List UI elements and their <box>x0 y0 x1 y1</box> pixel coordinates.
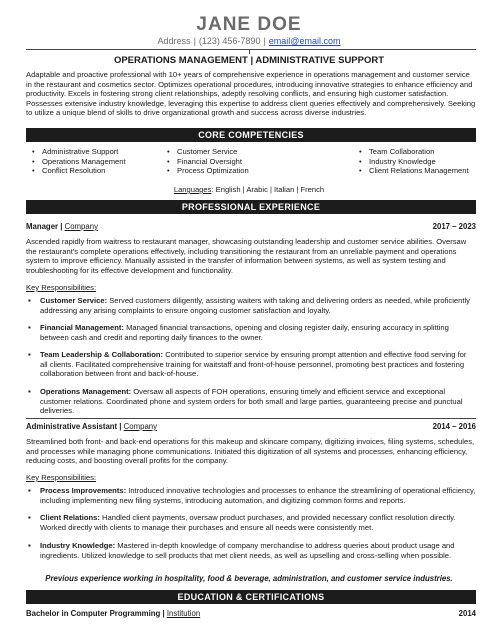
header-rule-tick <box>249 49 250 54</box>
job-1-key-label: Key Responsibilities: <box>26 283 97 292</box>
competency-item: • Conflict Resolution <box>30 166 180 176</box>
bullet-lead: Customer Service: <box>40 296 108 305</box>
bullet-text: Served customers diligently, assisting waiters with taking and delivering orders as needed, while proficiently addressing any arising complaints to ensure ongoing customer satisfaction and loyalty. <box>40 296 470 315</box>
languages-list: : English | Arabic | Italian | French <box>211 185 325 194</box>
header-rule <box>26 49 476 50</box>
bullet-text: Mastered in-depth knowledge of company merchandise to address queries about product usage and ingredients. Utilized knowledge to sell products that met client needs, as well as upselling and cross-selling when possible. <box>40 541 455 560</box>
education-heading: EDUCATION & CERTIFICATIONS <box>26 590 476 604</box>
previous-experience-note: Previous experience working in hospitality, food & beverage, administration, and customer service industries. <box>45 574 453 583</box>
institution-name: Institution <box>166 609 201 618</box>
job-2-bullet <box>40 486 476 505</box>
job-2-header: Administrative Assistant | Company 2014 – 2016 <box>26 422 476 431</box>
job-1-bullet <box>40 323 476 342</box>
competencies-column-2 <box>165 147 315 176</box>
professional-headline: OPERATIONS MANAGEMENT | ADMINISTRATIVE SUPPORT <box>113 55 385 66</box>
competency-item: • Operations Management <box>30 157 180 167</box>
competency-item: • Team Collaboration <box>357 147 498 157</box>
job-1-role: Manager <box>26 222 59 231</box>
languages-line <box>0 185 498 194</box>
languages-label: Languages <box>173 185 212 194</box>
core-competencies-heading: CORE COMPETENCIES <box>26 128 476 142</box>
job-1-bullet <box>40 350 476 379</box>
job-2-key-label: Key Responsibilities: <box>26 473 97 482</box>
bullet-lead: Team Leadership & Collaboration: <box>40 350 164 359</box>
education-entry: Bachelor in Computer Programming | Institution 2014 <box>26 609 476 618</box>
bullet-lead: Industry Knowledge: <box>40 541 116 550</box>
job-1-description: Ascended rapidly from waitress to restaurant manager, showcasing outstanding leadership and customer service abilities. Oversaw the restaurant's complete operations effectively, including transitioning the restaurant from an unreliable payment and operations system to improve efficiency. Manually assisted in the transfer of information between systems, as well as system testing and troubleshooting for its effective development and functionality. <box>26 237 467 275</box>
degree-name: Bachelor in Computer Programming <box>26 609 161 618</box>
graduation-year: 2014 <box>458 609 476 618</box>
professional-experience-heading: PROFESSIONAL EXPERIENCE <box>26 200 476 214</box>
phone-text: (123) 456-7890 <box>198 36 261 46</box>
candidate-name: JANE DOE <box>196 14 302 35</box>
address-text: Address <box>157 36 191 46</box>
bullet-text: Oversaw all aspects of FOH operations, ensuring timely and efficient service and exceptional customer relations. Coordinated phone and system orders for both small and large parties, guaranteeing precise and punctual deliveries. <box>40 387 463 416</box>
job-2-bullet <box>40 513 476 532</box>
section-divider <box>26 418 476 419</box>
bullet-lead: Client Relations: <box>40 513 100 522</box>
competencies-column-3 <box>357 147 498 176</box>
job-1-bullet <box>40 387 476 416</box>
competency-item: • Financial Oversight <box>165 157 315 167</box>
bullet-text: Handled client payments, oversaw product purchases, and provided necessary conflict resolution directly. Worked directly with clients to manage their purchases and ensure all needs were consistently met. <box>40 513 456 532</box>
competency-item: • Client Relations Management <box>357 166 498 176</box>
bullet-text: Contributed to superior service by ensuring prompt attention and effective food serving for all clients. Facilitated comprehensive training for waitstaff and front-of-house personnel, promoting best practices and fostering collaboration between front and back-of-house. <box>40 350 467 379</box>
job-1-company: Company <box>64 222 98 231</box>
job-1-dates: 2017 – 2023 <box>432 222 476 231</box>
job-1-header: Manager | Company 2017 – 2023 <box>26 222 476 231</box>
bullet-lead: Operations Management: <box>40 387 132 396</box>
job-2-dates: 2014 – 2016 <box>432 422 476 431</box>
job-2-company: Company <box>123 422 158 431</box>
bullet-text: Managed financial transactions, opening and closing register daily, ensuring accuracy in splitting between cash and credit and reporting daily finances to the owner. <box>40 323 449 342</box>
competency-item: • Industry Knowledge <box>357 157 498 167</box>
summary-paragraph: Adaptable and proactive professional with 10+ years of comprehensive experience in operations management and customer service in the restaurant and cosmetics sector. Optimizes operational procedures, introducing innovative strategies to enhance efficiency and productivity. Excels in fostering strong client relationships, adeptly resolving conflicts, and ensuring high customer satisfaction. Possesses extensive industry knowledge, leveraging this expertise to address client queries effectively and comprehensively. Seeking to utilize a unique blend of skills to drive organizational growth and success across diverse industries. <box>26 70 476 118</box>
email-link[interactable]: email@email.com <box>268 36 341 46</box>
competencies-column-1 <box>30 147 180 176</box>
job-2-bullet <box>40 541 476 560</box>
competency-item: • Customer Service <box>165 147 315 157</box>
contact-line: Address | (123) 456-7890 | email@email.com <box>157 36 341 46</box>
job-2-role: Administrative Assistant <box>26 422 118 431</box>
bullet-lead: Financial Management: <box>40 323 124 332</box>
bullet-lead: Process Improvements: <box>40 486 127 495</box>
competency-item: • Administrative Support <box>30 147 180 157</box>
job-1-bullet <box>40 296 476 315</box>
bullet-text: Introduced innovative technologies and processes to enhance the streamlining of operational efficiency, including implementing new filing systems, introducing automation, and digitizing common forms and reports. <box>40 486 476 505</box>
job-2-description: Streamlined both front- and back-end operations for this makeup and skincare company, digitizing invoices, filing systems, schedules, and processes while managing phone communications. Initiated this digitization of all systems and processes, enhancing efficiency, reducing costs, and boosting overall profits for the company. <box>26 437 475 466</box>
competency-item: • Process Optimization <box>165 166 315 176</box>
